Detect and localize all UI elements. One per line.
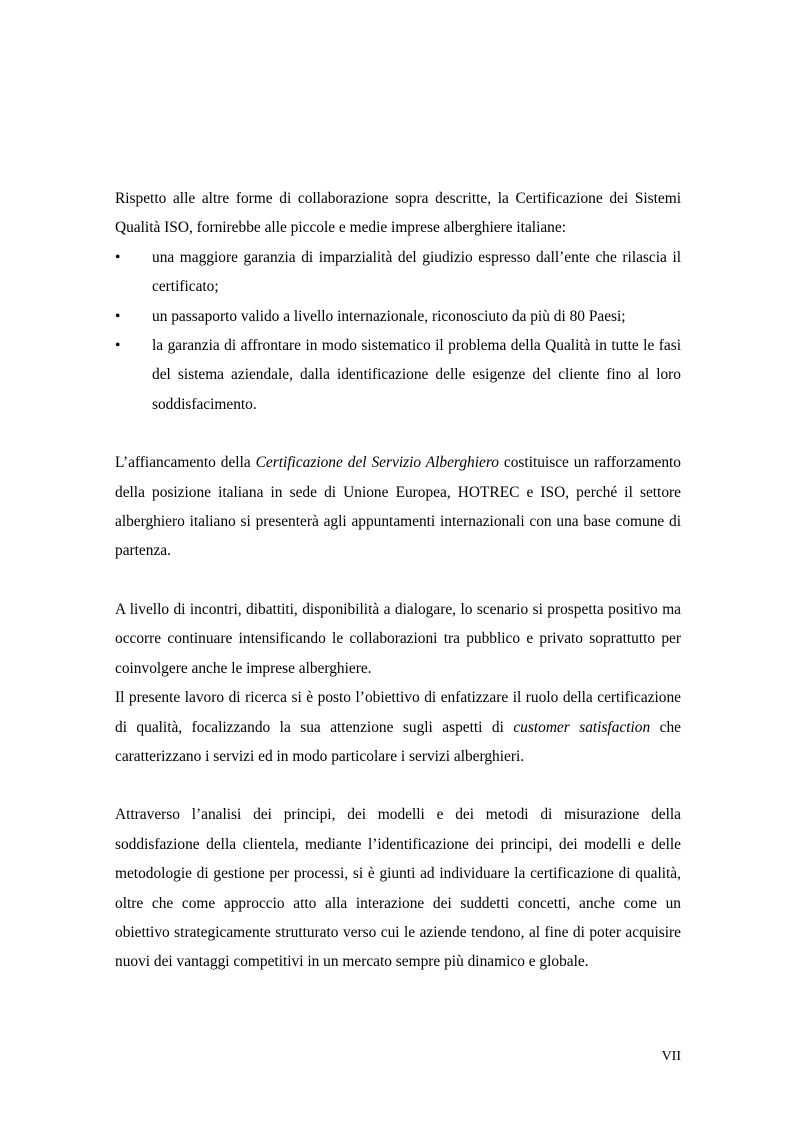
scenario-paragraph: A livello di incontri, dibattiti, disponibilità a dialogare, lo scenario si prospetta positivo ma occorre continuare intensificando le collaborazioni tra pubblico e privato soprattutto per coinvolgere anche le imprese alberghiere. <box>115 600 681 677</box>
intro-paragraph: Rispetto alle altre forme di collaborazione sopra descritte, la Certificazione dei Sistemi Qualità ISO, fornirebbe alle piccole e medie imprese alberghiere italiane: <box>115 190 681 237</box>
bullet-text: un passaporto valido a livello internazionale, riconosciuto da più di 80 Paesi; <box>152 307 626 325</box>
bullet-list <box>115 243 681 419</box>
paragraph-gap <box>115 419 681 448</box>
certification-paragraph <box>115 448 681 566</box>
paragraph-text: Il presente lavoro di ricerca si è posto l’obiettivo di enfatizzare il ruolo della certificazione di qualità, focalizzando la sua attenzione sugli aspetti di <box>115 689 681 736</box>
analysis-paragraph: Attraverso l’analisi dei principi, dei modelli e dei metodi di misurazione della soddisfazione della clientela, mediante l’identificazione dei principi, dei modelli e delle metodologie di gestione per processi, si è giunti ad individuare la certificazione di qualità, oltre che come approccio atto alla interazione dei suddetti concetti, anche come un obiettivo strategicamente strutturato verso cui le aziende tendono, al fine di poter acquisire nuovi dei vantaggi competitivi in un mercato sempre più dinamico e globale. <box>115 806 681 971</box>
bullet-item <box>115 331 681 419</box>
bullet-item <box>115 302 681 331</box>
emphasis-text: customer satisfaction <box>513 718 651 736</box>
research-paragraph <box>115 683 681 771</box>
paragraph-text: costituisce un rafforzamento della posizione italiana in sede di Unione Europea, HOTREC e ISO, perché il settore alberghiero italiano si presenterà agli appuntamenti internazionali con una base comune di partenza. <box>115 454 681 560</box>
paragraph-gap <box>115 566 681 595</box>
paragraph-text: che caratterizzano i servizi ed in modo particolare i servizi alberghieri. <box>115 718 681 765</box>
paragraph-text: L’affiancamento della <box>115 454 256 472</box>
bullet-icon: • <box>115 248 121 266</box>
bullet-item <box>115 243 681 302</box>
bullet-text: una maggiore garanzia di imparzialità del giudizio espresso dall’ente che rilascia il certificato; <box>152 248 681 296</box>
paragraph-gap <box>115 771 681 800</box>
bullet-icon: • <box>115 307 121 325</box>
page-body <box>115 184 681 977</box>
page-number: VII <box>661 1049 681 1064</box>
emphasis-text: Certificazione del Servizio Alberghiero <box>255 454 499 472</box>
bullet-icon: • <box>115 337 121 355</box>
bullet-text: la garanzia di affrontare in modo sistematico il problema della Qualità in tutte le fasi del sistema aziendale, dalla identificazione delle esigenze del cliente fino al loro soddisfacimento. <box>152 337 681 413</box>
